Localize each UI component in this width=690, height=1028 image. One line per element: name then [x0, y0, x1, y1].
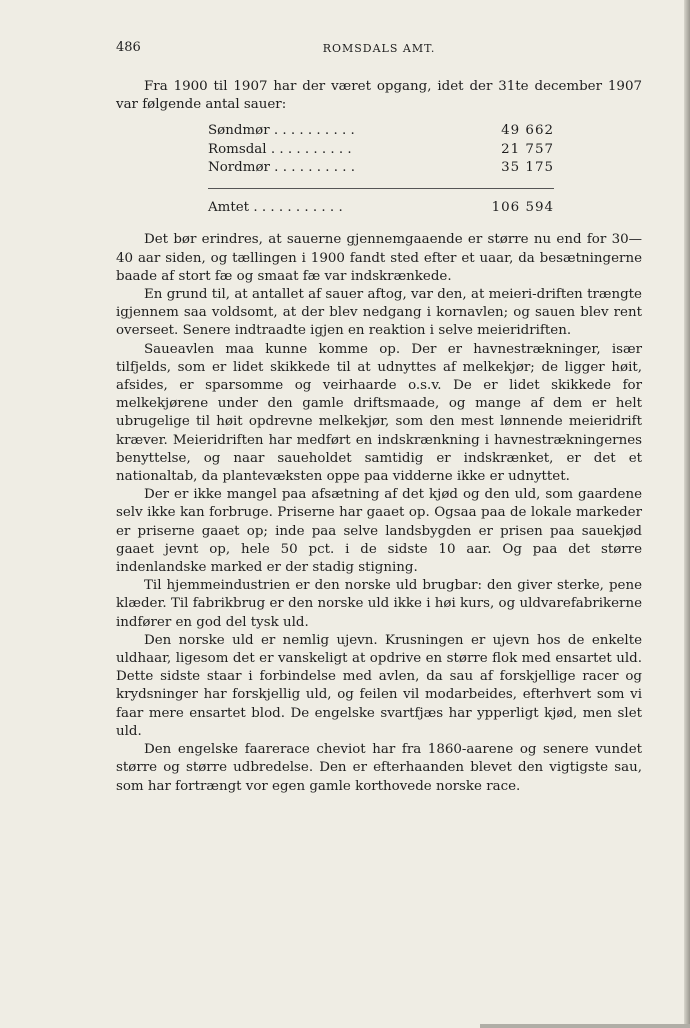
paragraph: Den engelske faarerace cheviot har fra 1860-aarene og senere vundet større og større udbredelse. Den er efterhaanden blevet den vigtigste sau, som har fortrængt vor egen gamle korthovede norske race. — [116, 742, 642, 794]
paragraph: En grund til, at antallet af sauer aftog, var den, at meieri-driften trængte igjennem saa voldsomt, at der blev nedgang i kornavlen; og sauen blev rent overseet. Senere indtraadte igjen en reaktion i selve meieridriften. — [116, 287, 642, 339]
district-value: 21 757 — [501, 141, 554, 157]
table-row — [208, 141, 554, 160]
district-value: 35 175 — [501, 160, 554, 176]
paragraph: Den norske uld er nemlig ujevn. Krusningen er ujevn hos de enkelte uldhaar, ligesom det er vanskeligt at opdrive en større flok med ensartet uld. Dette sidste staar i forbindelse med avlen, da sau af forskjellige racer og krydsninger har forskjellig uld, og feilen vil modarbeides, efterhvert som vi faar mere ensartet blod. De engelske svartfjæs har ypperligt kjød, men slet uld. — [116, 632, 642, 739]
district-label: Nordmør — [208, 160, 270, 176]
page-number: 486 — [116, 40, 141, 55]
district-value: 49 662 — [501, 123, 554, 139]
page-header — [116, 40, 642, 60]
paragraph: Saueavlen maa kunne komme op. Der er havnestrækninger, især tilfjelds, som er lidet skikkede til at udnyttes af melkekjør; de ligger høit, afsides, er sparsomme og veirhaarde o.s.v. De er lidet skikkede for melkekjørene under den gamle driftsmaade, og mange af dem er helt ubrugelige til høit opdrevne melkekjør, som den mest lønnende meieridrift kræver. Meieridriften har medført en indskrænkning i havnestrækningernes benyttelse, og naar saueholdet samtidig er indskrænket, er det et nationaltab, da plantevæksten oppe paa vidderne ikke er udnyttet. — [116, 341, 642, 485]
page-body — [116, 78, 642, 796]
page-bottom-edge — [480, 1024, 690, 1028]
total-row — [208, 199, 554, 218]
sum-rule — [208, 188, 554, 189]
intro-paragraph: Fra 1900 til 1907 har der været opgang, idet der 31te december 1907 var følgende antal sauer: — [116, 79, 642, 113]
paragraph: Der er ikke mangel paa afsætning af det kjød og den uld, som gaardene selv ikke kan forbruge. Priserne har gaaet op. Ogsaa paa de lokale markeder er priserne gaaet op; inde paa selve landsbygden er prisen paa sauekjød gaaet jevnt op, hele 50 pct. i de sidste 10 aar. Og paa det større indenlandske marked er der stadig stigning. — [116, 487, 642, 576]
paragraph: Det bør erindres, at sauerne gjennemgaaende er større nu end for 30—40 aar siden, og tællingen i 1900 fandt sted efter et uaar, da besætningerne baade af stort fæ og smaat fæ var indskrænkede. — [116, 232, 642, 284]
running-title: ROMSDALS AMT. — [322, 42, 436, 55]
sheep-count-table — [208, 122, 554, 217]
paragraph: Til hjemmeindustrien er den norske uld brugbar: den giver sterke, pene klæder. Til fabrikbrug er den norske uld ikke i høi kurs, og uldvarefabrikerne indfører en god del tysk uld. — [116, 578, 642, 630]
district-label: Søndmør — [208, 123, 270, 139]
leader-dots: . . . . . . . . . . — [266, 141, 352, 157]
leader-dots: . . . . . . . . . . — [269, 123, 355, 139]
total-label: Amtet — [208, 199, 250, 215]
leader-dots: . . . . . . . . . . — [269, 160, 356, 176]
district-label: Romsdal — [208, 141, 267, 157]
table-row — [208, 159, 554, 178]
total-value: 106 594 — [491, 199, 554, 215]
table-row — [208, 122, 554, 141]
page-edge-shadow — [684, 0, 690, 1028]
leader-dots: . . . . . . . . . . . — [249, 199, 343, 215]
